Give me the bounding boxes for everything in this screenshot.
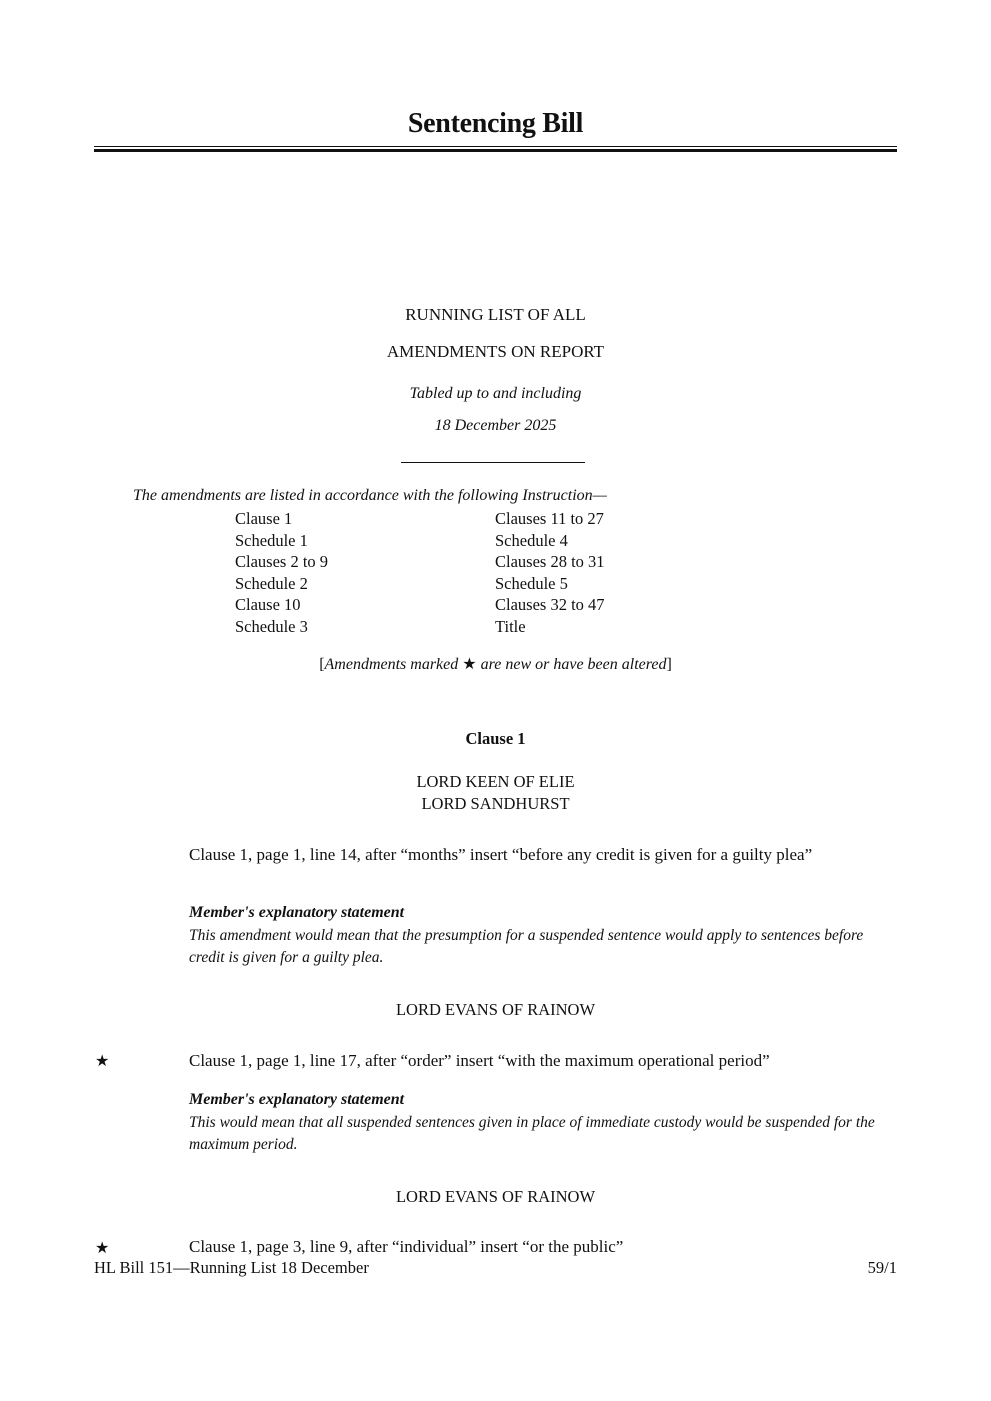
member-name: LORD SANDHURST — [421, 794, 570, 813]
order-item: Clauses 11 to 27 — [495, 509, 604, 528]
footer-bill-ref: HL Bill 151—Running List 18 December — [94, 1258, 369, 1277]
order-item: Clause 1 — [235, 509, 293, 528]
amendment-text: Clause 1, page 1, line 14, after “months” insert “before any credit is given for a guilty plea” — [189, 845, 813, 864]
order-list-right — [495, 508, 605, 637]
member-name: LORD EVANS OF RAINOW — [395, 1000, 596, 1019]
star-icon: ★ — [95, 1238, 110, 1257]
order-item: Clauses 32 to 47 — [495, 595, 605, 614]
footer-page-number: 59/1 — [867, 1258, 897, 1277]
order-item: Clauses 2 to 9 — [235, 552, 329, 571]
star-icon: ★ — [95, 1051, 110, 1070]
instruction-text: The amendments are listed in accordance with the following Instruction— — [133, 487, 607, 504]
title-rule-thick — [94, 149, 897, 152]
amendment-text: Clause 1, page 3, line 9, after “individual” insert “or the public” — [189, 1237, 624, 1256]
star-note: [Amendments marked ★ are new or have been altered] — [319, 656, 672, 673]
order-item: Schedule 1 — [235, 530, 308, 550]
order-item: Title — [495, 616, 526, 636]
order-item: Clauses 28 to 31 — [495, 552, 605, 571]
order-item: Schedule 3 — [235, 616, 308, 636]
star-icon: ★ — [462, 656, 477, 673]
order-item: Clause 10 — [235, 595, 301, 614]
explanatory-statement: This would mean that all suspended sentences given in place of immediate custody would be suspended for the maximum period. — [189, 1114, 875, 1153]
order-item: Schedule 2 — [235, 573, 308, 593]
heading-line-1: RUNNING LIST OF ALL — [405, 305, 586, 324]
amendment-text: Clause 1, page 1, line 17, after “order” insert “with the maximum operational period” — [189, 1051, 770, 1070]
heading-line-2: AMENDMENTS ON REPORT — [386, 342, 605, 361]
tabled-line-1: Tabled up to and including — [409, 385, 582, 402]
section-heading: Clause 1 — [465, 729, 526, 748]
explanatory-statement-label: Member's explanatory statement — [189, 1091, 405, 1108]
explanatory-statement: This amendment would mean that the presumption for a suspended sentence would apply to sentences before credit is given for a guilty plea. — [189, 927, 864, 966]
member-name: LORD EVANS OF RAINOW — [395, 1187, 596, 1206]
explanatory-statement-label: Member's explanatory statement — [189, 904, 405, 921]
bill-title: Sentencing Bill — [407, 108, 584, 139]
member-name: LORD KEEN OF ELIE — [416, 772, 575, 791]
tabled-date: 18 December 2025 — [434, 417, 557, 434]
title-rule-thin — [94, 146, 897, 147]
heading-divider — [401, 462, 585, 463]
order-item: Schedule 5 — [495, 573, 568, 593]
order-list-left — [235, 508, 328, 637]
order-item: Schedule 4 — [495, 530, 568, 550]
